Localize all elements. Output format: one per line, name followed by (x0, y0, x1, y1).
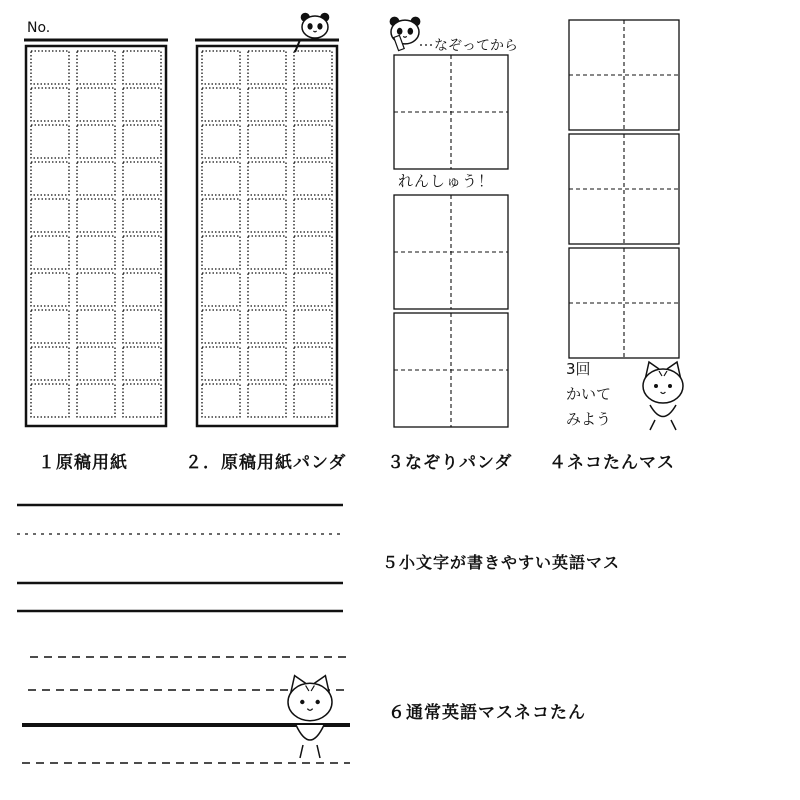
sheet1-cell (31, 273, 69, 306)
sheet2-cell (248, 51, 286, 84)
sheet2-cell (248, 162, 286, 195)
sheet2-cell (202, 199, 240, 232)
caption-sheet2: ２．原稿用紙パンダ (185, 453, 347, 473)
panda-eye-patch (307, 23, 312, 30)
sheet2-cell (202, 384, 240, 417)
sheet2-cell (248, 347, 286, 380)
sheet1-cell (77, 273, 115, 306)
cat-eye (300, 700, 304, 704)
sheet2-cell (202, 51, 240, 84)
no-label: No. (27, 20, 51, 36)
sheet1-cell (123, 162, 161, 195)
face-outline (288, 683, 332, 720)
sheet2-cell (202, 125, 240, 158)
sheet1-cell (31, 347, 69, 380)
sheet1-cell (123, 384, 161, 417)
sheet1-cell (77, 384, 115, 417)
sheet2-cell (294, 51, 332, 84)
sheet1-cell (123, 273, 161, 306)
sheet1-cell (77, 236, 115, 269)
sheet1-cell (31, 51, 69, 84)
cat-icon (288, 676, 332, 721)
panda-icon (301, 13, 330, 38)
sheet1-cell (31, 162, 69, 195)
sheet1-cell (31, 199, 69, 232)
sheet1-cell (123, 88, 161, 121)
cat-leg (650, 420, 655, 430)
sheet1-cell (77, 199, 115, 232)
cat-eye (316, 700, 320, 704)
panda-eye-patch (317, 23, 322, 30)
cat-leg (317, 745, 320, 758)
sheet1-cell (31, 125, 69, 158)
face-outline (302, 16, 328, 38)
cat-body (650, 405, 676, 417)
sheet2-cell (248, 384, 286, 417)
sheet2-cell (202, 310, 240, 343)
sheet1-cell (77, 310, 115, 343)
sheet1-cell (123, 310, 161, 343)
sheet1-cell (31, 310, 69, 343)
sheet2-cell (202, 273, 240, 306)
note-line1: 3回 (566, 360, 591, 378)
face-outline (643, 369, 683, 403)
sheet1-cell (31, 88, 69, 121)
sheet2-cell (294, 273, 332, 306)
cat-icon (643, 362, 683, 403)
sheet1-cell (123, 125, 161, 158)
sheet2-cell (202, 347, 240, 380)
cat-body (296, 725, 324, 740)
sheet2-cell (248, 310, 286, 343)
sheet2-cell (202, 88, 240, 121)
sheet2-cell (248, 273, 286, 306)
sheet1-cell (31, 236, 69, 269)
sheet2-cell (248, 88, 286, 121)
sheet1-cell (77, 88, 115, 121)
sheet2-cell (294, 88, 332, 121)
panda-eye-patch (408, 28, 414, 35)
sheet1-cell (77, 51, 115, 84)
sheet2-cell (294, 162, 332, 195)
sheet1-cell (31, 384, 69, 417)
panda-eye-patch (397, 28, 403, 35)
cat-eye (668, 384, 672, 388)
cat-leg (671, 420, 676, 430)
sheet2-cell (294, 125, 332, 158)
sheet1-cell (123, 199, 161, 232)
caption-sheet5: ５小文字が書きやすい英語マス (382, 553, 621, 572)
note-line2: かいて (566, 385, 612, 403)
sheet1-cell (77, 347, 115, 380)
sheet1-cell (123, 236, 161, 269)
sheet2-cell (248, 125, 286, 158)
cat-leg (300, 745, 303, 758)
sheet1-cell (123, 347, 161, 380)
cat-eye (654, 384, 658, 388)
trace-first-text: なぞってから (434, 38, 518, 54)
caption-sheet4: ４ネコたんマス (549, 453, 675, 473)
sheet1-cell (123, 51, 161, 84)
sheet2-cell (294, 199, 332, 232)
sheet2-cell (294, 384, 332, 417)
sheet2-cell (248, 236, 286, 269)
caption-sheet1: １原稿用紙 (38, 453, 128, 473)
sheet2-cell (294, 310, 332, 343)
note-line3: みよう (566, 410, 612, 428)
caption-sheet3: ３なぞりパンダ (387, 453, 513, 473)
sheet2-cell (202, 236, 240, 269)
sheet2-cell (248, 199, 286, 232)
practice-text: れんしゅう！ (398, 172, 495, 190)
sheet2-cell (294, 347, 332, 380)
sheet1-cell (77, 162, 115, 195)
sheet2-cell (294, 236, 332, 269)
caption-sheet6: ６通常英語マスネコたん (388, 703, 586, 723)
sheet2-cell (202, 162, 240, 195)
sheet1-cell (77, 125, 115, 158)
